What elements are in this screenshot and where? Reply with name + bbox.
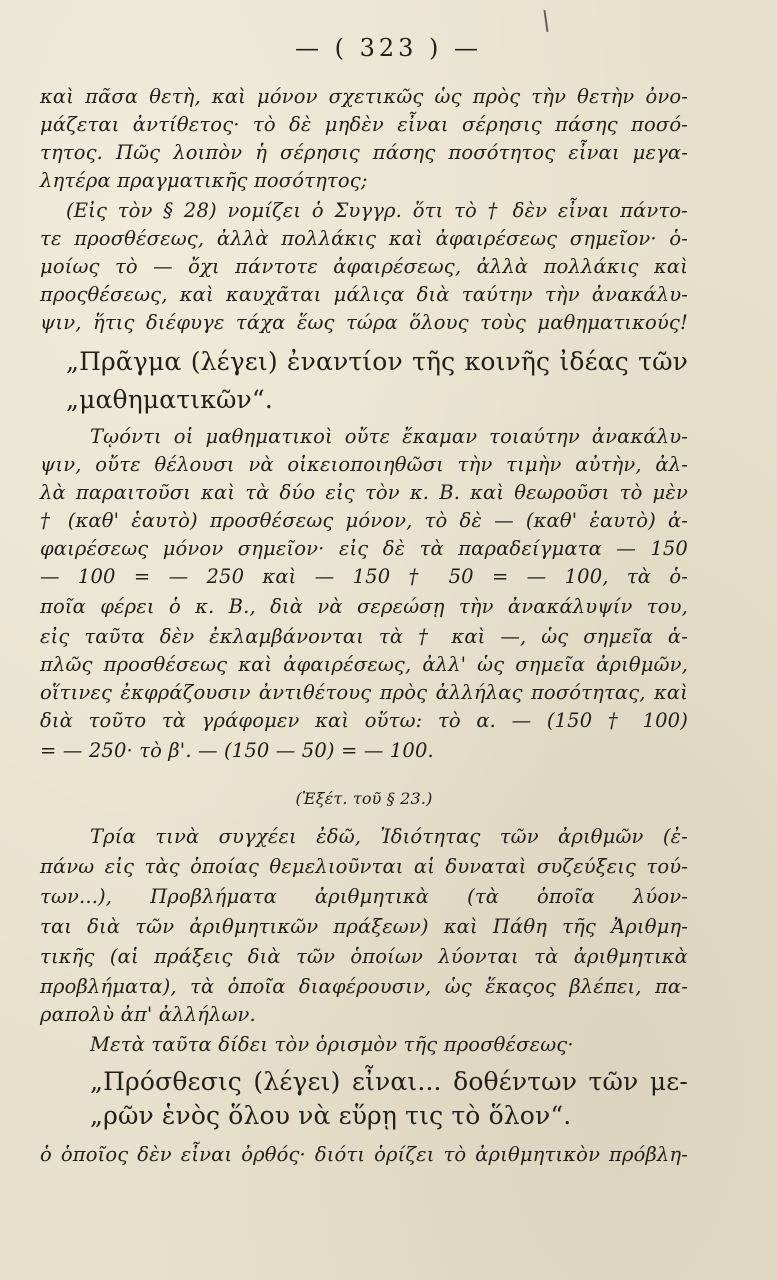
text-line: τικῆς (αἱ πράξεις διὰ τῶν ὁποίων λύονται τὰ ἀριθμητικὰ (40, 945, 688, 968)
ink-mark (543, 10, 548, 32)
text-line: ψιν, ἥτις διέφυγε τάχα ἕως τώρα ὅλους τοὺς μαθηματικούς! (40, 311, 688, 334)
text-line: πλῶς προσθέσεως καὶ ἀφαιρέσεως, ἀλλ' ὡς σημεῖα ἀριθμῶν, (40, 653, 688, 676)
text-line: ραπολὺ ἀπ' ἀλλήλων. (40, 1003, 256, 1026)
text-line: ὁ ὁποῖος δὲν εἶναι ὀρθός· διότι ὁρίζει τὸ ἀριθμητικὸν πρόβλη- (40, 1143, 688, 1166)
text-line: διὰ τοῦτο τὰ γράφομεν καὶ οὕτω: τὸ α. — (150 † 100) (40, 709, 688, 732)
text-line: † (καθ' ἑαυτὸ) προσθέσεως μόνον, τὸ δὲ — (καθ' ἑαυτὸ) ἀ- (40, 509, 688, 532)
text-line: ποῖα φέρει ὁ κ. Β., διὰ νὰ σερεώσῃ τὴν ἀνακάλυψίν του, (40, 595, 688, 618)
text-line: Τῳόντι οἱ μαθηματικοὶ οὔτε ἔκαμαν τοιαύτην ἀνακάλυ- (90, 425, 688, 448)
text-line: φαιρέσεως μόνον σημεῖον· εἰς δὲ τὰ παραδείγματα — 150 (40, 537, 688, 560)
text-line: εἰς ταῦτα δὲν ἐκλαμβάνονται τὰ † καὶ —, ὡς σημεῖα ἁ- (40, 625, 688, 648)
text-line: ται διὰ τῶν ἀριθμητικῶν πράξεων) καὶ Πάθη τῆς Ἀριθμη- (40, 915, 688, 938)
quoted-line: „ρῶν ἑνὸς ὅλου νὰ εὕρῃ τις τὸ ὅλον“. (90, 1101, 572, 1130)
text-line: πάνω εἰς τὰς ὁποίας θεμελιοῦνται αἱ δυναταὶ συζεύξεις τού- (40, 855, 688, 878)
quoted-line: „Πρόσθεσις (λέγει) εἶναι... δοθέντων τῶν με- (90, 1067, 688, 1096)
text-line: λὰ παραιτοῦσι καὶ τὰ δύο εἰς τὸν κ. Β. καὶ θεωροῦσι τὸ μὲν (40, 481, 688, 504)
text-line: προςθέσεως, καὶ καυχᾶται μάλιςα διὰ ταύτην τὴν ἀνακάλυ- (40, 283, 688, 306)
text-line: μοίως τὸ — ὄχι πάντοτε ἀφαιρέσεως, ἀλλὰ πολλάκις καὶ (40, 255, 688, 278)
quoted-line: „Πρᾶγμα (λέγει) ἐναντίον τῆς κοινῆς ἰδέας τῶν (66, 347, 688, 376)
text-line: τητος. Πῶς λοιπὸν ἡ σέρησις πάσης ποσότητος εἶναι μεγα- (40, 141, 688, 164)
section-heading: (Ἐξέτ. τοῦ § 23.) (295, 789, 433, 808)
text-line: Μετὰ ταῦτα δίδει τὸν ὁρισμὸν τῆς προσθέσεως· (90, 1033, 574, 1056)
text-line: οἵτινες ἐκφράζουσιν ἀντιθέτους πρὸς ἀλλήλας ποσότητας, καὶ (40, 681, 688, 704)
text-line: των...), Προβλήματα ἀριθμητικὰ (τὰ ὁποῖα λύον- (40, 885, 688, 908)
text-line: τε προσθέσεως, ἀλλὰ πολλάκις καὶ ἀφαιρέσεως σημεῖον· ὁ- (40, 227, 688, 250)
text-line: = — 250· τὸ β'. — (150 — 50) = — 100. (40, 739, 434, 762)
text-line: Τρία τινὰ συγχέει ἐδῶ, Ἰδιότητας τῶν ἀριθμῶν (ἐ- (90, 825, 688, 848)
text-line: μάζεται ἀντίθετος· τὸ δὲ μηδὲν εἶναι σέρησις πάσης ποσό- (40, 113, 688, 136)
text-line: λητέρα πραγματικῆς ποσότητος; (40, 169, 368, 192)
page-number-header: — ( 323 ) — (294, 34, 483, 62)
text-line: προβλήματα), τὰ ὁποῖα διαφέρουσιν, ὡς ἕκαςος βλέπει, πα- (40, 975, 688, 998)
text-line: — 100 = — 250 καὶ — 150 † 50 = — 100, τὰ ὁ- (40, 565, 688, 588)
text-line: (Εἰς τὸν § 28) νομίζει ὁ Συγγρ. ὅτι τὸ † δὲν εἶναι πάντο- (66, 199, 688, 222)
text-line: ψιν, οὔτε θέλουσι νὰ οἰκειοποιηθῶσι τὴν τιμὴν αὐτὴν, ἀλ- (40, 453, 688, 476)
text-line: καὶ πᾶσα θετὴ, καὶ μόνον σχετικῶς ὡς πρὸς τὴν θετὴν ὀνο- (40, 85, 688, 108)
quoted-line: „μαθηματικῶν“. (66, 385, 273, 414)
